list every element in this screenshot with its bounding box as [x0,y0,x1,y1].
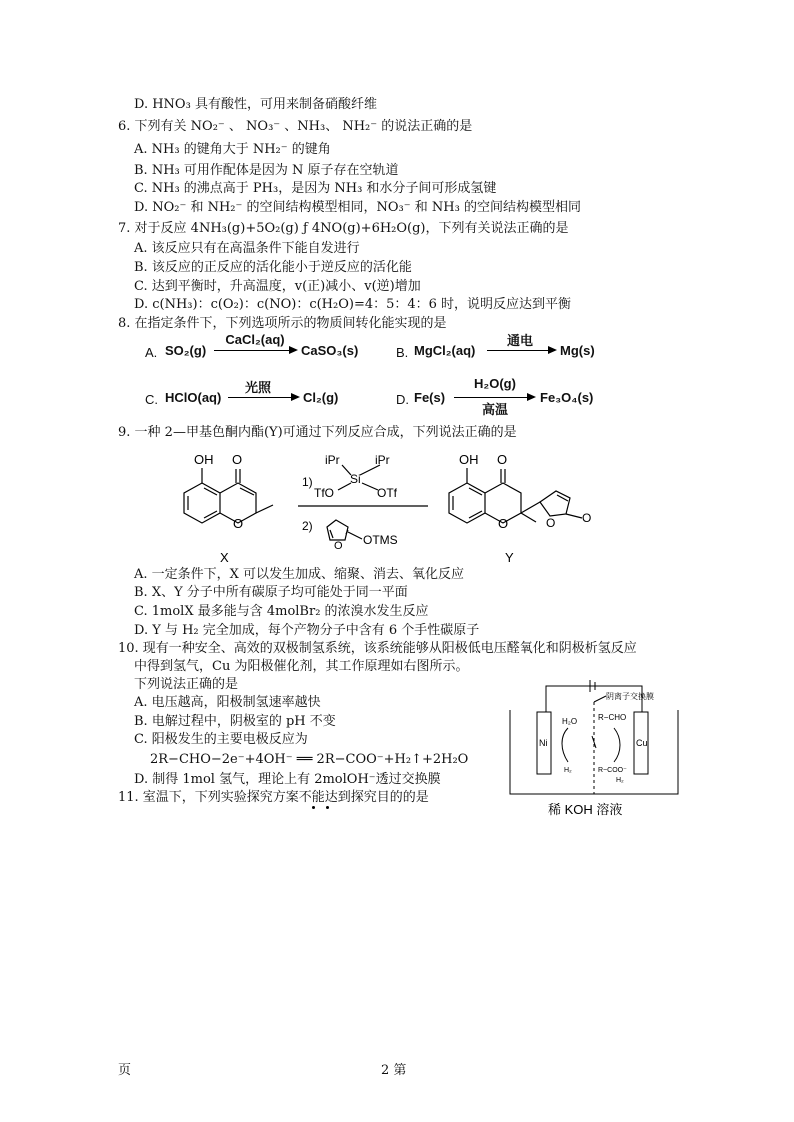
q8-d-condition-bottom: 高温 [481,402,508,417]
q9-y-ring-o: O [498,516,509,531]
q9-otms: OTMS [363,533,398,547]
q8-d-arrow [454,397,534,398]
q9-ipr-right: iPr [375,453,390,467]
q8-d-product: Fe₃O₄(s) [540,390,594,405]
q9-option-b: B. X、Y 分子中所有碳原子均可能处于同一平面 [134,585,408,600]
q10-fig-h2-right: H₂ [616,777,624,784]
q9-y-carbonyl2-o: O [582,511,592,525]
q10-option-d: D. 制得 1mol 氢气，理论上有 2molOH⁻透过交换膜 [134,772,441,787]
q9-x-label: X [220,550,229,565]
q9-y-carbonyl-o: O [497,452,508,467]
q9-stem: 9. 一种 2—甲基色酮内酯(Y)可通过下列反应合成，下列说法正确的是 [118,425,517,440]
q9-step1: 1) [302,475,313,489]
q9-ipr-left: iPr [325,453,340,467]
q6-option-a: A. NH₃ 的键角大于 NH₂⁻ 的键角 [134,142,331,157]
q10-fig-h2o: H₂O [562,717,578,726]
q8-c-condition: 光照 [244,380,271,395]
q9-x-carbonyl-o: O [232,452,243,467]
q10-stem-line2: 中得到氢气，Cu 为阳极催化剂，其工作原理如右图所示。 [134,659,469,674]
q9-option-c: C. 1molX 最多能与含 4molBr₂ 的浓溴水发生反应 [134,604,429,619]
q7-stem: 7. 对于反应 4NH₃(g)+5O₂(g) ƒ 4NO(g)+6H₂O(g)，下列有关说法正确的是 [118,221,569,236]
q8-d-reactant: Fe(s) [414,390,446,405]
q8-b-reactant: MgCl₂(aq) [414,343,476,358]
q8-a-arrow [214,350,296,351]
q5-option-d: D. HNO₃ 具有酸性，可用来制备硝酸纤维 [134,97,377,112]
q8-a-label: A. [145,345,158,360]
q8-d-condition-top: H₂O(g) [474,376,516,391]
q8-c-arrow [228,397,298,398]
q9-tfo: TfO [314,486,334,500]
q9-otf: OTf [377,486,397,500]
emphasis-dot [312,806,315,809]
q9-option-a: A. 一定条件下，X 可以发生加成、缩聚、消去、氧化反应 [134,567,465,582]
q8-c-label: C. [145,392,158,407]
q10-stem-line3: 下列说法正确的是 [134,677,239,692]
q10-fig-rcoo: R−COO⁻ [598,767,627,774]
q7-option-c: C. 达到平衡时，升高温度，v(正)减小、v(逆)增加 [134,279,421,294]
q10-fig-h2-left: H₂ [564,767,572,774]
q10-fig-ni: Ni [539,738,548,748]
q10-stem-line1: 10. 现有一种安全、高效的双极制氢系统，该系统能够从阳极低电压醛氧化和阴极析氢反应 [118,641,637,656]
q9-si: Si [350,472,361,486]
page-number: 2 第 [381,1063,407,1078]
q8-b-product: Mg(s) [560,343,595,358]
q10-fig-caption: 稀 KOH 溶液 [548,802,623,817]
q10-fig-cu: Cu [636,738,648,748]
q6-option-b: B. NH₃ 可用作配体是因为 N 原子存在空轨道 [134,163,399,178]
q8-d-label: D. [396,392,409,407]
q10-equation: 2R−CHO−2e⁻+4OH⁻ ══ 2R−COO⁻+H₂↑+2H₂O [150,752,469,767]
q10-fig-membrane-label: 阴离子交换膜 [606,692,654,701]
q8-c-product: Cl₂(g) [303,390,339,405]
q7-option-d: D. c(NH₃)：c(O₂)：c(NO)：c(H₂O)=4：5：4：6 时，说明反应达到平衡 [134,297,572,312]
q6-option-c: C. NH₃ 的沸点高于 PH₃，是因为 NH₃ 和水分子间可形成氢键 [134,181,497,196]
q10-fig-rcho: R−CHO [598,713,627,722]
q9-y-lactone-o: O [546,516,556,530]
q6-stem: 6. 下列有关 NO₂⁻ 、 NO₃⁻ 、NH₃、 NH₂⁻ 的说法正确的是 [118,119,473,134]
q8-a-condition: CaCl₂(aq) [225,332,285,347]
q10-option-c: C. 阳极发生的主要电极反应为 [134,732,308,747]
q8-b-label: B. [396,345,409,360]
q10-option-a: A. 电压越高，阳极制氢速率越快 [134,695,321,710]
q8-a-reactant: SO₂(g) [165,343,207,358]
q8-b-condition: 通电 [506,333,533,348]
q10-electrolysis-figure [506,676,682,826]
q8-a-product: CaSO₃(s) [301,343,359,358]
q6-option-d: D. NO₂⁻ 和 NH₂⁻ 的空间结构模型相同，NO₃⁻ 和 NH₃ 的空间结构模型相同 [134,200,581,215]
footer-left: 页 [118,1063,132,1078]
q8-stem: 8. 在指定条件下，下列选项所示的物质间转化能实现的是 [118,316,447,331]
q11-stem: 11. 室温下，下列实验探究方案不能达到探究目的的是 [118,790,429,805]
q9-x-oh: OH [194,452,214,467]
q9-y-oh: OH [459,452,479,467]
q8-c-reactant: HClO(aq) [165,390,222,405]
q10-option-b: B. 电解过程中，阴极室的 pH 不变 [134,714,336,729]
q9-x-ring-o: O [233,516,244,531]
emphasis-dot [326,806,329,809]
q9-step2: 2) [302,519,313,533]
q7-option-b: B. 该反应的正反应的活化能小于逆反应的活化能 [134,260,412,275]
q9-reaction-scheme [170,450,620,570]
q9-furan-o: O [334,540,343,552]
q9-y-label: Y [505,550,514,565]
q8-b-arrow [487,350,555,351]
q7-option-a: A. 该反应只有在高温条件下能自发进行 [134,241,360,256]
q9-option-d: D. Y 与 H₂ 完全加成，每个产物分子中含有 6 个手性碳原子 [134,623,480,638]
